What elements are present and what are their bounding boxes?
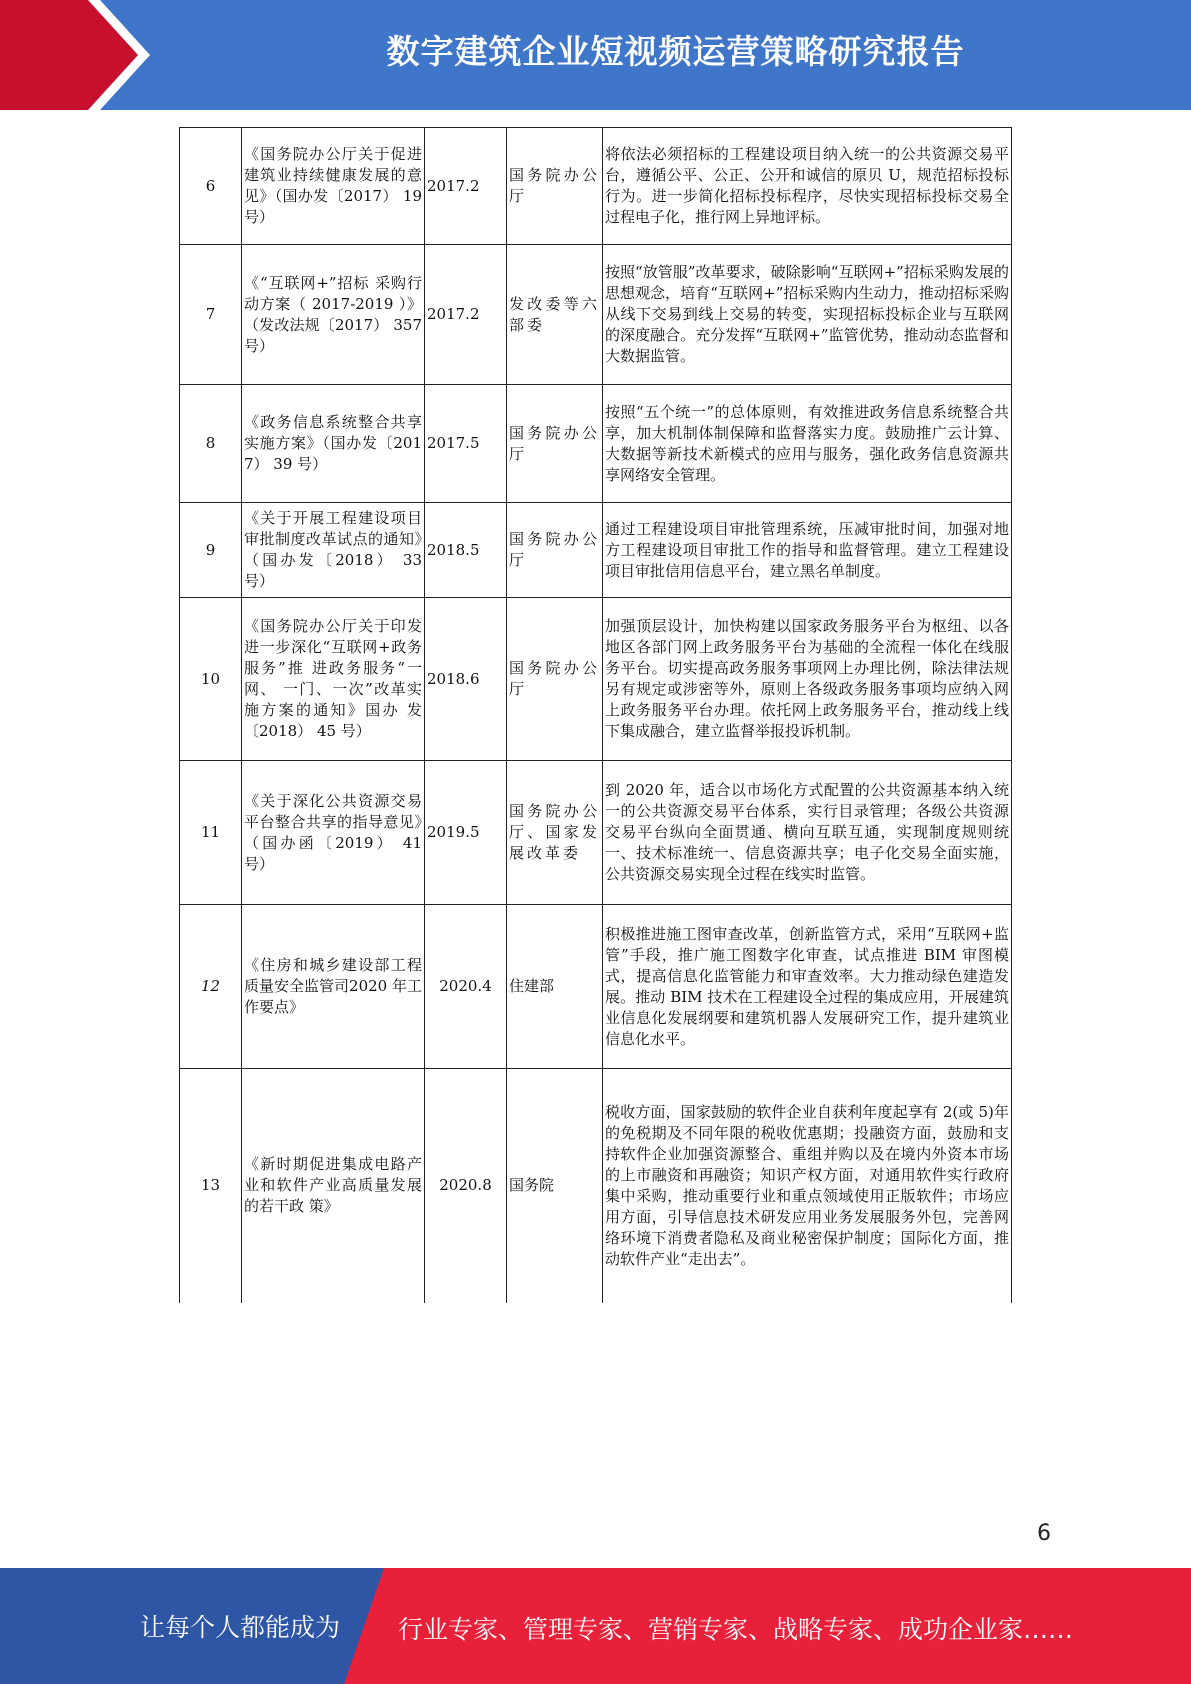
table-row xyxy=(180,905,1012,1069)
policy-name: 《国务院办公厅关于促进建筑业持续健康发展的意见》（国办发〔2017） 19 号） xyxy=(242,128,425,245)
policy-table xyxy=(179,127,1012,1303)
issuing-department: 国务院办公厅 xyxy=(507,385,603,503)
table-row xyxy=(180,761,1012,905)
issue-date: 2018.5 xyxy=(425,503,507,598)
row-number: 6 xyxy=(180,128,242,245)
footer-slogan-lead: 让每个人都能成为 xyxy=(140,1613,341,1642)
report-title: 数字建筑企业短视频运营策略研究报告 xyxy=(386,32,965,71)
row-number: 9 xyxy=(180,503,242,598)
page-number: 6 xyxy=(1037,1521,1051,1546)
policy-content: 按照“五个统一”的总体原则，有效推进政务信息系统整合共享，加大机制体制保障和监督落实力度。鼓励推广云计算、大数据等新技术新模式的应用与服务，强化政务信息资源共享网络安全管理。 xyxy=(603,385,1012,503)
policy-content: 到 2020 年，适合以市场化方式配置的公共资源基本纳入统一的公共资源交易平台体系，实行目录管理；各级公共资源交易平台纵向全面贯通、横向互联互通，实现制度规则统一、技术标准统一、信息资源共享；电子化交易全面实施，公共资源交易实现全过程在线实时监管。 xyxy=(603,761,1012,905)
issuing-department: 国务院办公厅、国家发展改革委 xyxy=(507,761,603,905)
row-number: 11 xyxy=(180,761,242,905)
policy-content: 按照“放管服”改革要求，破除影响“互联网+”招标采购发展的思想观念，培育“互联网+”招标采购内生动力，推动招标采购从线下交易到线上交易的转变，实现招标投标企业与互联网的深度融合。充分发挥“互联网+”监管优势，推动动态监督和大数据监管。 xyxy=(603,245,1012,385)
policy-name: 《新时期促进集成电路产业和软件产业高质量发展的若干政 策》 xyxy=(242,1069,425,1303)
red-chevron-decoration xyxy=(0,0,160,110)
footer-slogan-roles: 行业专家、管理专家、营销专家、战略专家、成功企业家…… xyxy=(398,1615,1074,1644)
issuing-department: 发改委等六部委 xyxy=(507,245,603,385)
row-number: 7 xyxy=(180,245,242,385)
policy-content: 积极推进施工图审查改革，创新监管方式，采用“互联网+监管”手段，推广施工图数字化审查，试点推进 BIM 审图模式，提高信息化监管能力和审查效率。大力推动绿色建造发展。推动 BIM 技术在工程建设全过程的集成应用，开展建筑业信息化发展纲要和建筑机器人发展研究工作，提升建筑业信息化水平。 xyxy=(603,905,1012,1069)
issue-date: 2019.5 xyxy=(425,761,507,905)
issue-date: 2017.2 xyxy=(425,128,507,245)
table-row xyxy=(180,1069,1012,1303)
policy-name: 《关于开展工程建设项目审批制度改革试点的通知》（国办发〔2018） 33 号） xyxy=(242,503,425,598)
table-row xyxy=(180,385,1012,503)
row-number: 10 xyxy=(180,598,242,761)
issue-date: 2020.4 xyxy=(425,905,507,1069)
policy-content: 通过工程建设项目审批管理系统，压减审批时间，加强对地方工程建设项目审批工作的指导和监督管理。建立工程建设项目审批信用信息平台，建立黑名单制度。 xyxy=(603,503,1012,598)
table-row xyxy=(180,598,1012,761)
issuing-department: 住建部 xyxy=(507,905,603,1069)
issue-date: 2018.6 xyxy=(425,598,507,761)
page-footer xyxy=(0,1568,1191,1684)
row-number: 12 xyxy=(180,905,242,1069)
policy-name: 《政务信息系统整合共享实施方案》（国办发〔2017） 39 号） xyxy=(242,385,425,503)
issuing-department: 国务院办公厅 xyxy=(507,503,603,598)
issue-date: 2017.2 xyxy=(425,245,507,385)
policy-content: 将依法必须招标的工程建设项目纳入统一的公共资源交易平台，遵循公平、公正、公开和诚信的原贝 U，规范招标投标行为。进一步简化招标投标程序，尽快实现招标投标交易全过程电子化，推行网上异地评标。 xyxy=(603,128,1012,245)
policy-name: 《国务院办公厅关于印发进一步深化“互联网+政务服务”推 进政务服务“一网、 一门、一次”改革实 施方案的通知》国办 发〔2018） 45 号） xyxy=(242,598,425,761)
issuing-department: 国务院 xyxy=(507,1069,603,1303)
policy-name: 《关于深化公共资源交易平台整合共享的指导意见》（国办函〔2019） 41 号） xyxy=(242,761,425,905)
table-row xyxy=(180,245,1012,385)
table-row xyxy=(180,128,1012,245)
issue-date: 2020.8 xyxy=(425,1069,507,1303)
row-number: 13 xyxy=(180,1069,242,1303)
issuing-department: 国务院办公厅 xyxy=(507,598,603,761)
issue-date: 2017.5 xyxy=(425,385,507,503)
policy-name: 《住房和城乡建设部工程质量安全监管司2020 年工作要点》 xyxy=(242,905,425,1069)
table-row xyxy=(180,503,1012,598)
policy-name: 《“互联网+”招标 采购行动方案（ 2017-2019 ）》（发改法规〔2017） 357 号） xyxy=(242,245,425,385)
row-number: 8 xyxy=(180,385,242,503)
issuing-department: 国务院办公厅 xyxy=(507,128,603,245)
policy-content: 加强顶层设计，加快构建以国家政务服务平台为枢纽、以各地区各部门网上政务服务平台为基础的全流程一体化在线服务平台。切实提高政务服务事项网上办理比例，除法律法规另有规定或涉密等外，原则上各级政务服务事项均应纳入网上政务服务平台办理。依托网上政务服务平台，推动线上线下集成融合，建立监督举报投诉机制。 xyxy=(603,598,1012,761)
page-header xyxy=(0,0,1191,110)
policy-content: 税收方面，国家鼓励的软件企业自获利年度起享有 2(或 5)年的免税期及不同年限的税收优惠期；投融资方面，鼓励和支持软件企业加强资源整合、重组并购以及在境内外资本市场的上市融资和再融资；知识产权方面，对通用软件实行政府集中采购，推动重要行业和重点领域使用正版软件；市场应用方面，引导信息技术研发应用业务发展服务外包，完善网络环境下消费者隐私及商业秘密保护制度；国际化方面，推动软件产业“走出去”。 xyxy=(603,1069,1012,1303)
